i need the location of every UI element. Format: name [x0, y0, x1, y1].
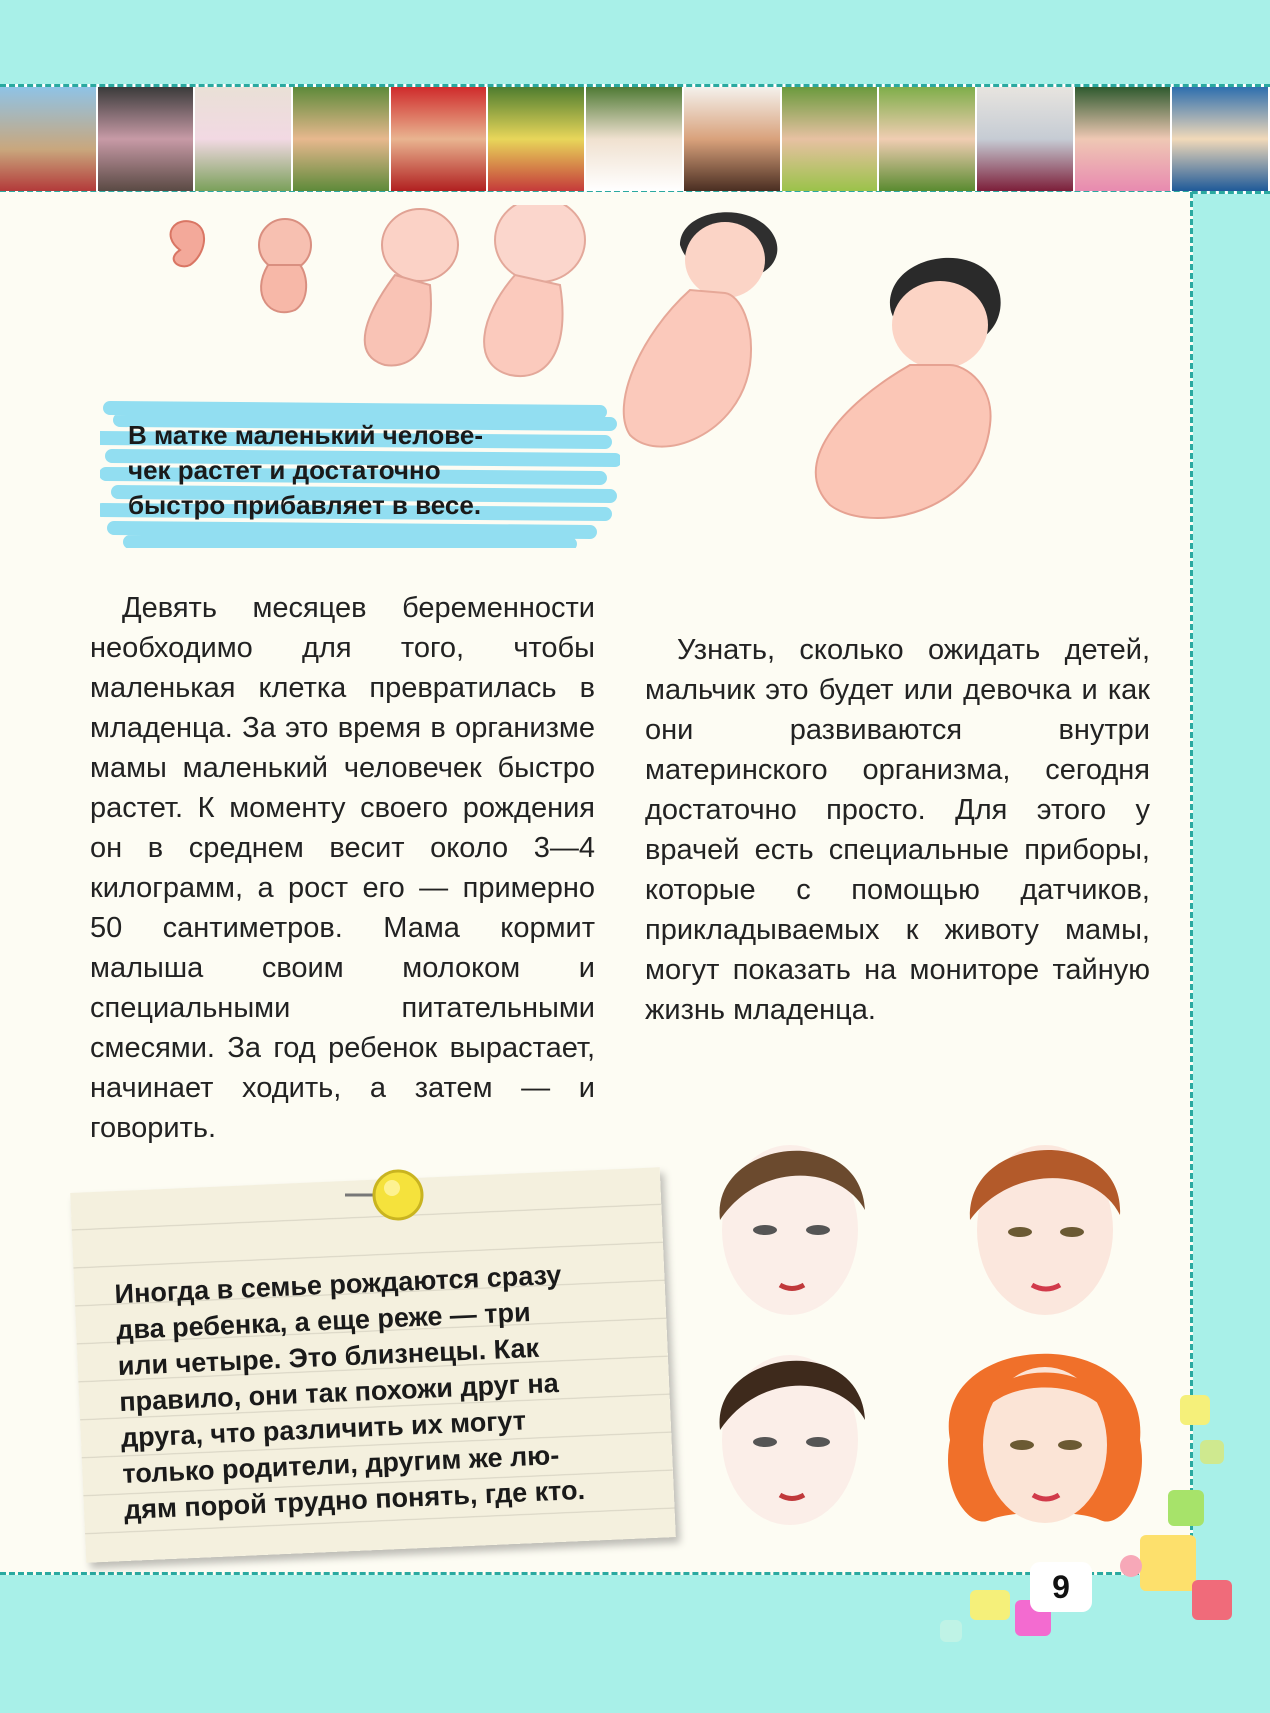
face-dark-short-hair-2 — [720, 1355, 865, 1525]
photo-child-3 — [195, 87, 293, 191]
confetti-square — [940, 1620, 962, 1642]
face-red-wavy-hair — [948, 1354, 1142, 1523]
confetti-square — [970, 1590, 1010, 1620]
photo-child-8 — [684, 87, 782, 191]
confetti-circle — [1120, 1555, 1142, 1577]
page-number: 9 — [1030, 1562, 1092, 1612]
embryo-caption: В матке маленький челове- чек растет и достаточно быстро прибавляет в весе. — [128, 420, 484, 520]
photo-child-4 — [293, 87, 391, 191]
top-band — [0, 0, 1270, 80]
confetti-square — [1140, 1535, 1196, 1591]
fetus-stage-5 — [624, 212, 778, 446]
embryo-stage-3 — [365, 209, 458, 365]
pregnancy-paragraph: Девять месяцев беременности необходимо для того, чтобы маленькая клетка превратилась в младенца. За это время в организме мамы маленький человечек быстро растет. К моменту своего рождения он в среднем весит около 3—4 килограмм, а рост его — примерно 50 сантиметров. Мама кормит малыша своим молоком и специальными питательными смесями. За год ребенок вырастает, начинает ходить, а затем — и говорить. — [90, 592, 595, 1144]
photo-child-2 — [98, 87, 196, 191]
confetti-square — [1192, 1580, 1232, 1620]
photo-child-7 — [586, 87, 684, 191]
photo-child-9 — [782, 87, 880, 191]
photo-child-11 — [977, 87, 1075, 191]
embryo-stage-4 — [484, 205, 585, 376]
photo-child-5 — [391, 87, 489, 191]
photo-child-1 — [0, 87, 98, 191]
face-auburn-short-hair — [970, 1145, 1120, 1315]
confetti-square — [1168, 1490, 1204, 1526]
confetti-square — [1200, 1440, 1224, 1464]
photo-child-10 — [879, 87, 977, 191]
ultrasound-paragraph: Узнать, сколько ожидать детей, мальчик это будет или девочка и как они развиваются внутри материнского организма, сегодня достаточно просто. Для этого у врачей есть специальные приборы, которые с помощью датчиков, прикладываемых к животу мамы, могут показать на мониторе тайную жизнь младенца. — [645, 634, 1150, 1026]
twin-faces-illustration — [700, 1110, 1160, 1550]
confetti-square — [1180, 1395, 1210, 1425]
embryo-stage-1 — [171, 221, 205, 266]
face-dark-short-hair — [720, 1145, 865, 1315]
fetus-stage-6 — [816, 258, 1001, 518]
photo-child-6 — [488, 87, 586, 191]
twins-note-text: Иногда в семье рождаются сразу два ребенка, а еще реже — три или четыре. Это близнецы. Как правило, они так похожи друг на друга, что различить их могут только родители, другим же лю- дям порой трудно понять, где кто. — [114, 1259, 586, 1525]
embryo-stage-2 — [259, 219, 311, 312]
photo-child-13 — [1172, 87, 1270, 191]
pushpin-icon — [340, 1150, 440, 1240]
children-photo-strip — [0, 84, 1270, 194]
photo-child-12 — [1075, 87, 1173, 191]
